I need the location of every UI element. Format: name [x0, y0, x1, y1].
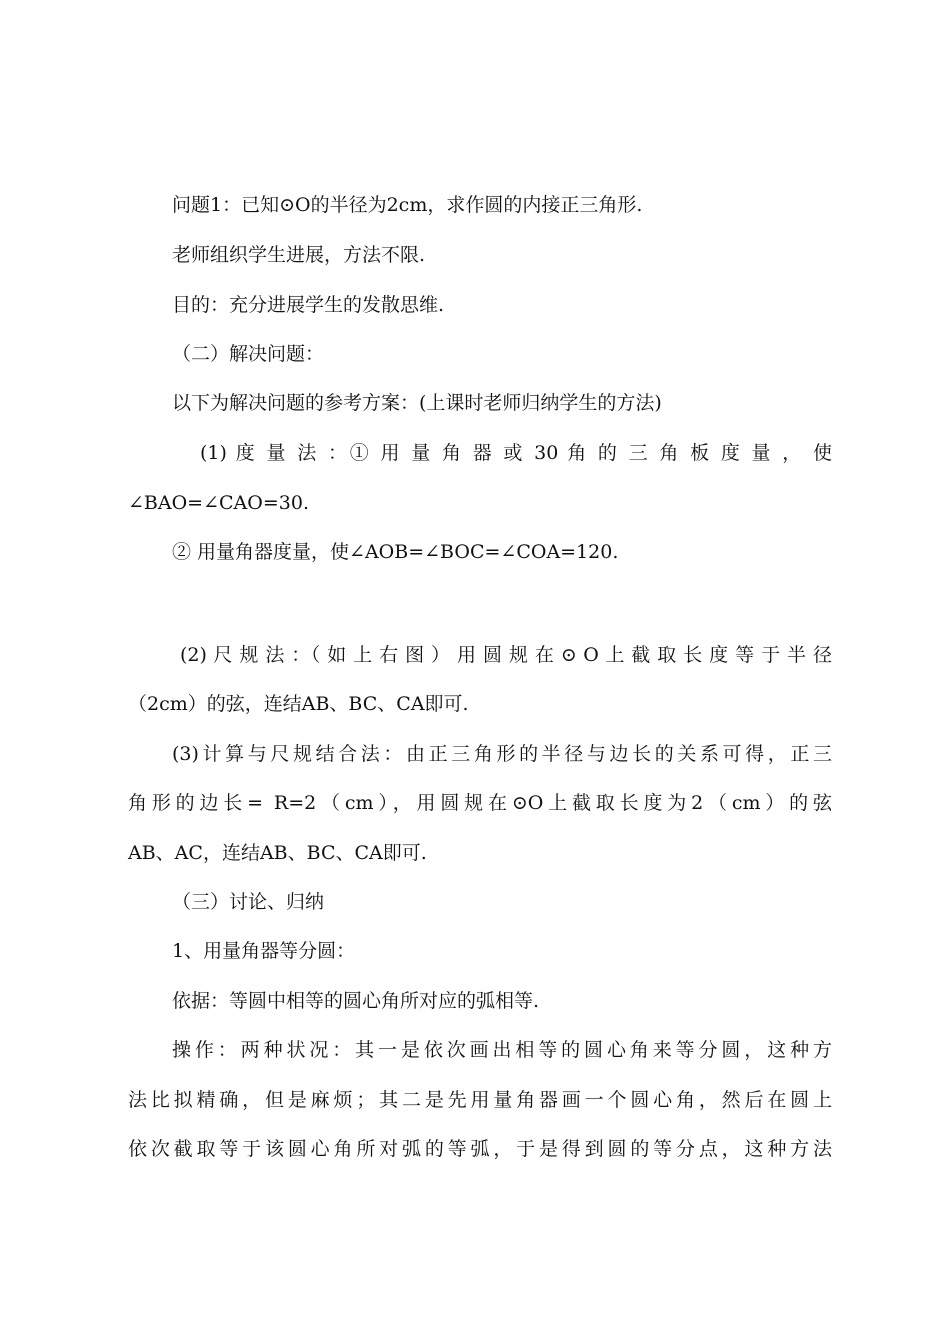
- operation-paragraph-line-2: 法比拟精确，但是麻烦；其二是先用量角器画一个圆心角，然后在圆上: [128, 1089, 832, 1111]
- method-1-measure: (1) 度 量 法 ：① 用 量 角 器 或 30 角 的 三 角 板 度 量 ， 使: [200, 442, 832, 464]
- section-heading-discuss: （三）讨论、归纳: [172, 891, 325, 913]
- method-2-chord: （2cm）的弦，连结AB、BC、CA即可.: [128, 693, 469, 715]
- operation-paragraph-line-1: 操作：两种状况：其一是依次画出相等的圆心角来等分圆，这种方: [172, 1039, 832, 1061]
- method-3-connect: AB、AC，连结AB、BC、CA即可.: [128, 842, 427, 864]
- reference-plan-intro: 以下为解决问题的参考方案：(上课时老师归纳学生的方法): [172, 392, 662, 414]
- basis-statement: 依据：等圆中相等的圆心角所对应的弧相等.: [172, 990, 540, 1012]
- operation-paragraph-line-3: 依次截取等于该圆心角所对弧的等弧，于是得到圆的等分点，这种方法: [128, 1138, 832, 1160]
- method-3-side-length: 角形的边长= R=2（cm），用圆规在⊙O上截取长度为2（cm）的弦: [128, 792, 832, 814]
- method-2-compass: (2) 尺 规 法 ：（ 如 上 右 图 ） 用 圆 规 在 ⊙ O 上 截 取 长 度 等 于 半 径: [180, 644, 832, 666]
- method-3-combined: (3)计算与尺规结合法：由正三角形的半径与边长的关系可得，正三: [172, 743, 832, 765]
- purpose-statement: 目的：充分进展学生的发散思维.: [172, 294, 445, 316]
- method-1-protractor: ② 用量角器度量，使∠AOB=∠BOC=∠COA=120.: [172, 541, 619, 563]
- problem-1-statement: 问题1：已知⊙O的半径为2cm，求作圆的内接正三角形.: [172, 194, 643, 216]
- section-heading-solve: （二）解决问题：: [172, 343, 325, 365]
- teacher-instruction: 老师组织学生进展，方法不限.: [172, 244, 426, 266]
- method-1-angle-condition: ∠BAO=∠CAO=30.: [128, 492, 309, 514]
- item-1-protractor-division: 1、用量角器等分圆：: [172, 940, 356, 962]
